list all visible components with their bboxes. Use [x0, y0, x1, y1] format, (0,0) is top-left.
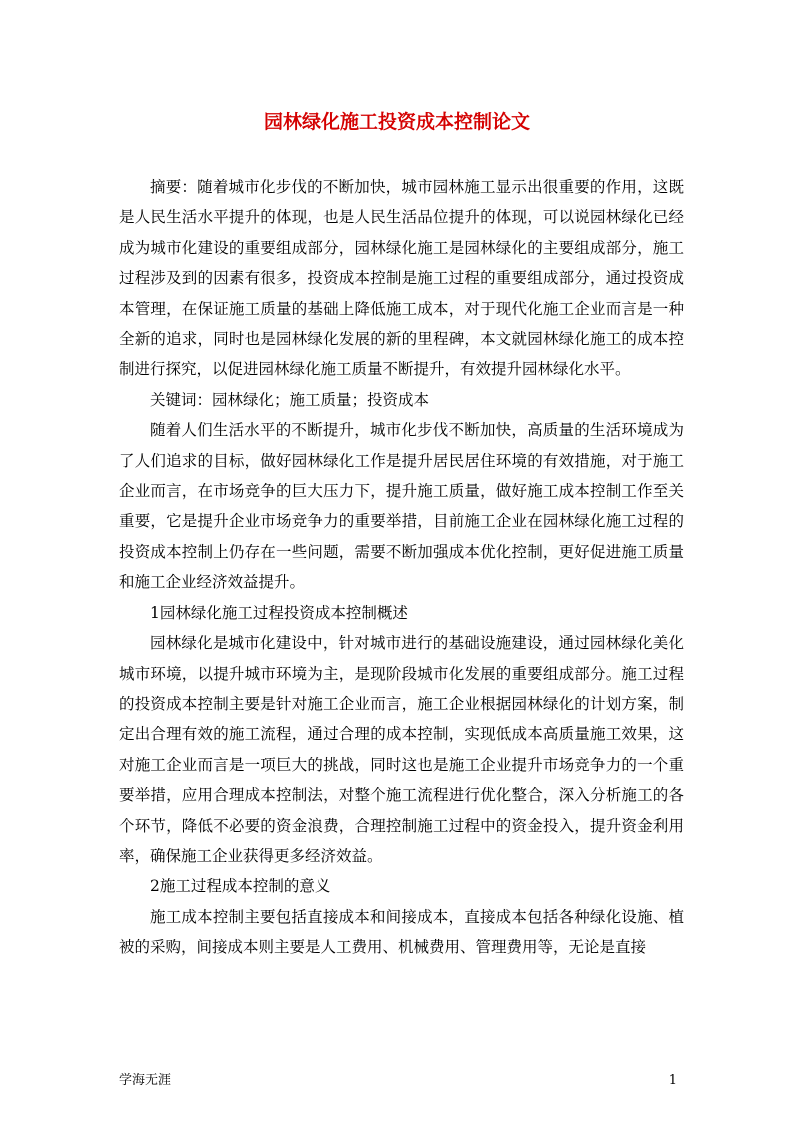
page-number: 1	[668, 1073, 677, 1088]
section-1-paragraph: 园林绿化是城市化建设中，针对城市进行的基础设施建设，通过园林绿化美化城市环境，以提升城市环境为主，是现阶段城市化发展的重要组成部分。施工过程的投资成本控制主要是针对施工企业而言，施工企业根据园林绿化的计划方案，制定出合理有效的施工流程，通过合理的成本控制，实现低成本高质量施工效果，这对施工企业而言是一项巨大的挑战，同时这也是施工企业提升市场竞争力的一个重要举措，应用合理成本控制法，对整个施工流程进行优化整合，深入分析施工的各个环节，降低不必要的资金浪费，合理控制施工过程中的资金投入，提升资金利用率，确保施工企业获得更多经济效益。	[119, 634, 684, 865]
section-heading-2: 2施工过程成本控制的意义	[150, 877, 331, 896]
document-body	[119, 172, 684, 963]
document-title: 园林绿化施工投资成本控制论文	[263, 111, 530, 133]
abstract-paragraph: 摘要：随着城市化步伐的不断加快，城市园林施工显示出很重要的作用，这既是人民生活水平提升的体现，也是人民生活品位提升的体现，可以说园林绿化已经成为城市化建设的重要组成部分，园林绿化施工是园林绿化的主要组成部分，施工过程涉及到的因素有很多，投资成本控制是施工过程的重要组成部分，通过投资成本管理，在保证施工质量的基础上降低施工成本，对于现代化施工企业而言是一种全新的追求，同时也是园林绿化发展的新的里程碑，本文就园林绿化施工的成本控制进行探究，以促进园林绿化施工质量不断提升，有效提升园林绿化水平。	[119, 178, 684, 379]
footer-motto: 学海无涯	[119, 1073, 172, 1088]
intro-paragraph: 随着人们生活水平的不断提升，城市化步伐不断加快，高质量的生活环境成为了人们追求的目标，做好园林绿化工作是提升居民居住环境的有效措施，对于施工企业而言，在市场竞争的巨大压力下，提升施工质量，做好施工成本控制工作至关重要，它是提升企业市场竞争力的重要举措，目前施工企业在园林绿化施工过程的投资成本控制上仍存在一些问题，需要不断加强成本优化控制，更好促进施工质量和施工企业经济效益提升。	[119, 421, 684, 592]
keywords-line: 关键词：园林绿化；施工质量；投资成本	[150, 390, 430, 409]
section-heading-1: 1园林绿化施工过程投资成本控制概述	[150, 603, 408, 622]
section-2-paragraph: 施工成本控制主要包括直接成本和间接成本，直接成本包括各种绿化设施、植被的采购，间接成本则主要是人工费用、机械费用、管理费用等，无论是直接	[119, 907, 684, 957]
